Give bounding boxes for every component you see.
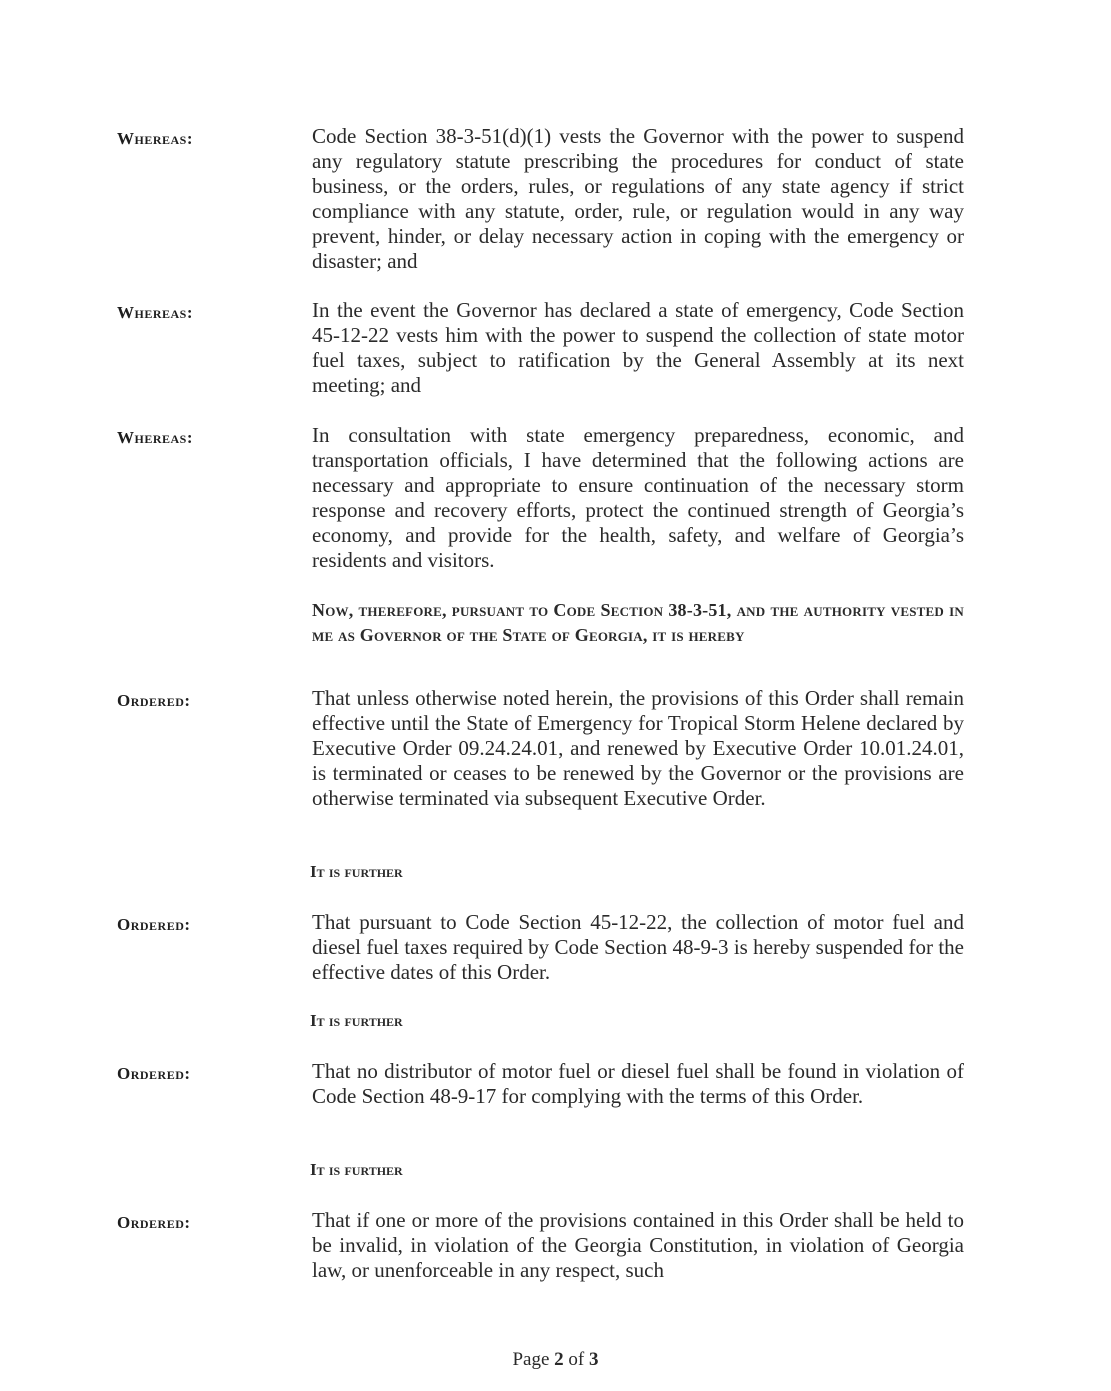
whereas-label: Whereas: [117, 428, 194, 447]
whereas-text: Code Section 38-3-51(d)(1) vests the Governor with the power to suspend any regulatory statute prescribing the procedures for conduct of state business, or the orders, rules, or regulations of any state agency if strict compliance with any statute, order, rule, or regulation would in any way prevent, hinder, or delay necessary action in coping with the emergency or disaster; and [312, 124, 964, 273]
ordered-text: That no distributor of motor fuel or diesel fuel shall be found in violation of Code Section 48-9-17 for complying with the terms of this Order. [312, 1059, 964, 1108]
page-prefix: Page [512, 1349, 550, 1370]
ordered-label: Ordered: [117, 915, 191, 934]
whereas-label: Whereas: [117, 303, 194, 322]
ordered-label: Ordered: [117, 1064, 191, 1083]
ordered-text: That unless otherwise noted herein, the provisions of this Order shall remain effective until the State of Emergency for Tropical Storm Helene declared by Executive Order 09.24.24.01, and renewed by Executive Order 10.01.24.01, is terminated or ceases to be renewed by the Governor or the provisions are otherwise terminated via subsequent Executive Order. [312, 686, 964, 810]
it-is-further-label: It is further [310, 862, 403, 881]
page-total: 3 [589, 1349, 599, 1370]
page-footer [0, 1349, 1111, 1371]
ordered-text: That pursuant to Code Section 45-12-22, the collection of motor fuel and diesel fuel taxes required by Code Section 48-9-3 is hereby suspended for the effective dates of this Order. [312, 910, 964, 984]
ordered-label: Ordered: [117, 691, 191, 710]
it-is-further-label: It is further [310, 1011, 403, 1030]
whereas-label: Whereas: [117, 129, 194, 148]
ordered-text: That if one or more of the provisions contained in this Order shall be held to be invalid, in violation of the Georgia Constitution, in violation of Georgia law, or unenforceable in any respect, such [312, 1208, 964, 1282]
page-number: 2 [554, 1349, 564, 1370]
it-is-further-label: It is further [310, 1160, 403, 1179]
now-therefore-text: Now, therefore, pursuant to Code Section 38-3-51, and the authority vested in me as Governor of the State of Georgia, it is hereby [312, 600, 964, 645]
whereas-text: In the event the Governor has declared a state of emergency, Code Section 45-12-22 vests him with the power to suspend the collection of state motor fuel taxes, subject to ratification by the General Assembly at its next meeting; and [312, 298, 964, 397]
page-of: of [568, 1349, 585, 1370]
ordered-label: Ordered: [117, 1213, 191, 1232]
whereas-text: In consultation with state emergency preparedness, economic, and transportation officials, I have determined that the following actions are necessary and appropriate to ensure continuation of the necessary storm response and recovery efforts, protect the continued strength of Georgia’s economy, and provide for the health, safety, and welfare of Georgia’s residents and visitors. [312, 423, 964, 572]
